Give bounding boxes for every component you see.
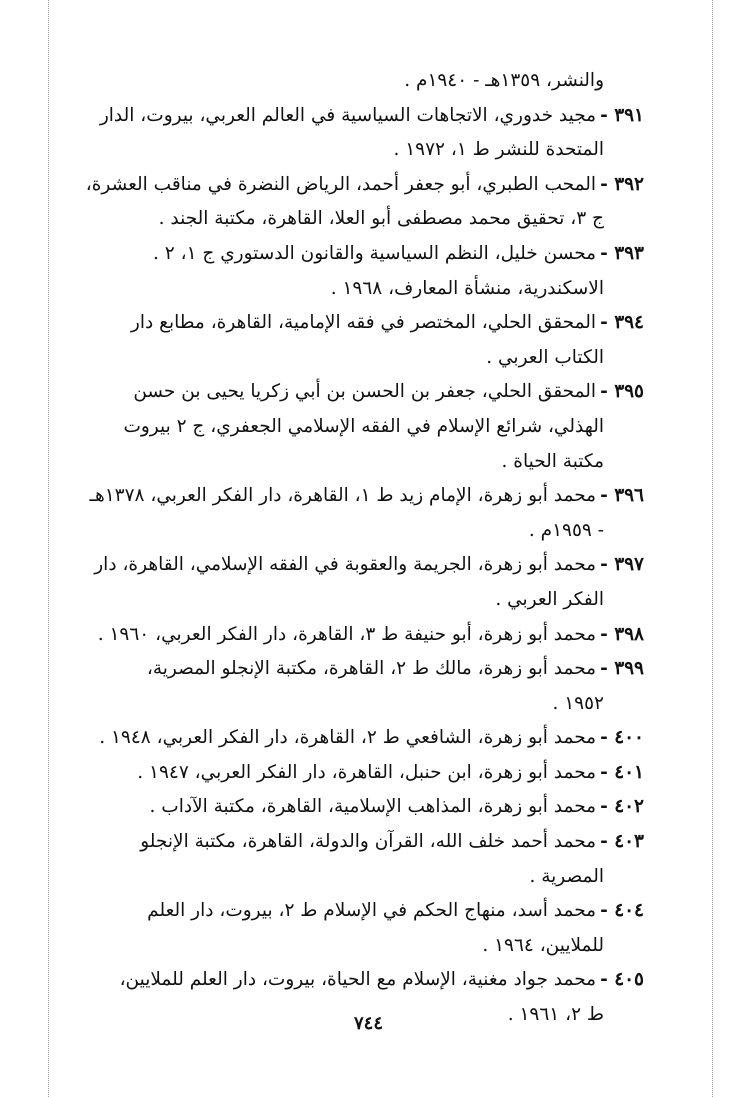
entry-text-cont: الهذلي، شرائع الإسلام في الفقه الإسلامي الجعفري، ج ٢ بيروت (123, 415, 604, 437)
entry-text: محسن خليل، النظم السياسية والقانون الدستوري ج ١، ٢ . (153, 242, 597, 264)
entry-text: محمد أبو زهرة، ابن حنبل، القاهرة، دار الفكر العربي، ١٩٤٧ . (137, 761, 597, 783)
scan-edge-right (712, 0, 713, 1097)
entry-text: المحب الطبري، أبو جعفر أحمد، الرياض النضرة في مناقب العشرة، (85, 173, 597, 195)
entry-text: محمد أحمد خلف الله، القرآن والدولة، القاهرة، مكتبة الإنجلو (140, 831, 597, 853)
entry-text: محمد أبو زهرة، المذاهب الإسلامية، القاهرة، مكتبة الآداب . (149, 796, 597, 818)
entry-number: ٣٩٧ - (600, 554, 644, 576)
entry-text-cont: الاسكندرية، منشأة المعارف، ١٩٦٨ . (330, 277, 604, 299)
bibliography-entry (78, 894, 644, 963)
bibliography-entry (78, 790, 644, 825)
entry-number: ٣٩٨ - (600, 623, 644, 645)
entry-text: مجيد خدوري، الاتجاهات السياسية في العالم العربي، بيروت، الدار (99, 104, 597, 126)
entry-number: ٣٩٩ - (600, 658, 644, 680)
entry-text: محمد أبو زهرة، الشافعي ط ٢، القاهرة، دار الفكر العربي، ١٩٤٨ . (99, 727, 597, 749)
bibliography-list (78, 64, 644, 1033)
bibliography-entry (78, 618, 644, 653)
entry-text: محمد أبو زهرة، مالك ط ٢، القاهرة، مكتبة الإنجلو المصرية، (146, 658, 597, 680)
entry-text-cont: ج ٣، تحقيق محمد مصطفى أبو العلا، القاهرة، مكتبة الجند . (158, 208, 604, 230)
entry-number: ٣٩٣ - (600, 242, 644, 264)
entry-number: ٣٩٤ - (600, 312, 644, 334)
bibliography-entry (78, 721, 644, 756)
entry-text-cont: المصرية . (529, 865, 604, 887)
entry-text: المحقق الحلي، المختصر في فقه الإمامية، القاهرة، مطابع دار (130, 312, 597, 334)
entry-number: ٤٠٥ - (600, 969, 644, 991)
entry-text-cont: - ١٩٥٩م . (528, 519, 604, 541)
entry-number: ٤٠٣ - (600, 831, 644, 853)
entry-number: ٤٠١ - (600, 761, 644, 783)
bibliography-entry (78, 825, 644, 894)
entry-number: ٣٩٦ - (600, 485, 644, 507)
bibliography-entry (78, 168, 644, 237)
entry-text: محمد أبو زهرة، أبو حنيفة ط ٣، القاهرة، دار الفكر العربي، ١٩٦٠ . (97, 623, 597, 645)
entry-text: محمد أبو زهرة، الجريمة والعقوبة في الفقه الإسلامي، القاهرة، دار (94, 554, 597, 576)
entry-text-cont: مكتبة الحياة . (501, 450, 604, 472)
entry-number: ٤٠٤ - (600, 900, 644, 922)
entry-number: ٤٠٠ - (600, 727, 644, 749)
bibliography-entry (78, 306, 644, 375)
scan-edge-left (48, 0, 49, 1097)
entry-number: ٣٩٢ - (600, 173, 644, 195)
entry-text-cont: للملايين، ١٩٦٤ . (482, 934, 604, 956)
bibliography-entry (78, 479, 644, 548)
entry-number: ٣٩١ - (600, 104, 644, 126)
page-number: ٧٤٤ (353, 1013, 383, 1034)
entry-text-cont: المتحدة للنشر ط ١، ١٩٧٢ . (393, 139, 604, 161)
entry-number: ٤٠٢ - (600, 796, 644, 818)
bibliography-entry (78, 756, 644, 791)
entry-text: المحقق الحلي، جعفر بن الحسن بن أبي زكريا يحيى بن حسن (133, 381, 597, 403)
entry-text-cont: الكتاب العربي . (486, 346, 604, 368)
entry-text: محمد أبو زهرة، الإمام زيد ط ١، القاهرة، دار الفكر العربي، ١٣٧٨هـ (89, 485, 597, 507)
bibliography-entry (78, 375, 644, 479)
entry-text-cont: ١٩٥٢ . (552, 692, 604, 714)
bibliography-entry (78, 237, 644, 306)
entry-text: محمد أسد، منهاج الحكم في الإسلام ط ٢، بيروت، دار العلم (147, 900, 597, 922)
bibliography-entry (78, 99, 644, 168)
bibliography-entry (78, 652, 644, 721)
bibliography-entry (78, 548, 644, 617)
continuation-line: والنشر، ١٣٥٩هـ - ١٩٤٠م . (404, 70, 604, 91)
entry-text-cont: الفكر العربي . (495, 588, 604, 610)
entry-text: محمد جواد مغنية، الإسلام مع الحياة، بيروت، دار العلم للملايين، (119, 969, 597, 991)
entry-number: ٣٩٥ - (600, 381, 644, 403)
entry-text-cont: ط ٢، ١٩٦١ . (507, 1004, 604, 1026)
